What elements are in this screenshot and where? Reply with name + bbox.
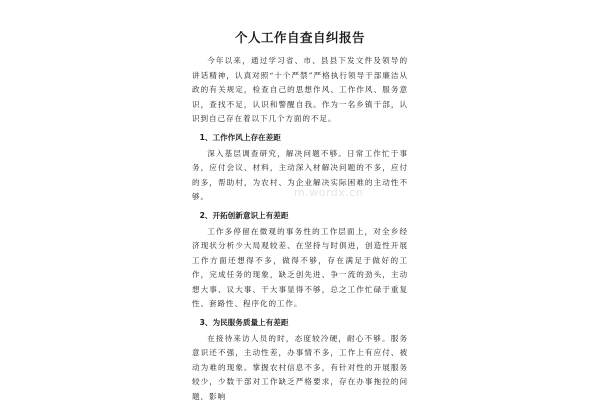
- section-heading-2: 2、开拓创新意识上有差距: [199, 210, 289, 220]
- report-title: 个人工作自查自纠报告: [234, 30, 365, 45]
- section-heading-1: 1、工作作风上存在差距: [199, 132, 281, 142]
- intro-paragraph: 今年以来，通过学习省、市、县县下发文件及领导的讲话精神，认真对照“十个严禁”严格执行领导干部廉洁从政的有关规定，检查自己的思想作风、工作作风、服务意识，查找不足，认识和警醒自我。作为一名乡镇干部，认识到自己存在着以下几个方面的不足。: [192, 56, 408, 123]
- section-body-1: 深入基层调查研究，解决问题不够。日常工作忙于事务，应付会议、材料，主动深入材解决问题的不多，应付的多，帮助村，为农村、为企业解决实际困难的主动性不够。: [192, 148, 408, 201]
- section-heading-3: 3、为民服务质量上有差距: [199, 317, 289, 327]
- site-watermark: m.wordx.cn: [294, 186, 364, 199]
- report-body: [192, 30, 408, 400]
- section-body-3: 在接待来访人员的时，态度较冷硬，耐心不够。服务意识还不强，主动性差，办事情不多，工作上有应付、被动为难的现象。掌握农村信息不多，有针对性的开展服务较少，少数干部对工作缺乏严格要求，存在办事拖拉的问题，影响: [192, 333, 408, 400]
- section-body-2: 工作多停留在微观的事务性的工作层面上，对全乡经济现状分析少大局观较差、在坚持与时俱进，创造性开展工作方面还想得不多，做得不够，存在满足于做好的工作，完成任务的现象，缺乏创先进、争一流的劲头，主动想大事、议大事、干大事显得不够，总之工作忙碌于重复性、套路性、程序化的工作。: [192, 226, 408, 308]
